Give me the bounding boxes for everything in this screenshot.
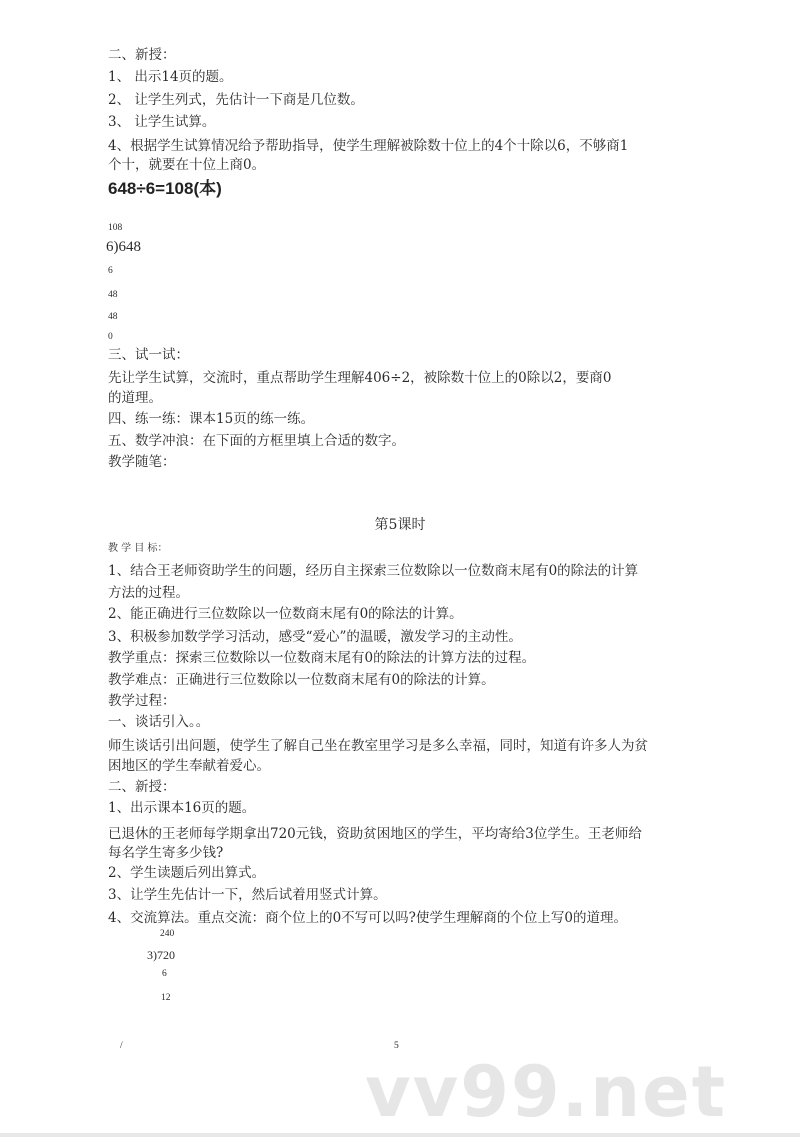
page-bottom-edge <box>0 1133 800 1137</box>
division-expression: 6)648 <box>106 239 141 255</box>
division-step: 0 <box>108 332 113 342</box>
division-step: 6 <box>162 969 167 979</box>
lesson-title: 第5课时 <box>374 517 426 533</box>
text-line: 教学随笔： <box>108 454 176 470</box>
division-step: 48 <box>108 312 118 322</box>
text-line: 三、试一试： <box>108 347 189 363</box>
text-line: 方法的过程。 <box>108 585 189 601</box>
text-line: 1、 出示14页的题。 <box>108 69 233 85</box>
text-line: 3、积极参加数学学习活动，感受“爱心”的温暖，激发学习的主动性。 <box>108 629 522 645</box>
text-line: 3、 让学生试算。 <box>108 114 216 130</box>
text-line: 一、谈话引入。。 <box>108 714 210 730</box>
text-line: 四、练一练：课本15页的练一练。 <box>108 411 315 427</box>
text-line: 五、数学冲浪：在下面的方框里填上合适的数字。 <box>108 433 405 449</box>
division-quotient: 108 <box>108 223 123 233</box>
text-line: 2、 让学生列式，先估计一下商是几位数。 <box>108 92 364 108</box>
text-line: 的道理。 <box>108 390 162 406</box>
text-line: 二、新授： <box>108 779 176 795</box>
equation: 648÷6=108(本) <box>108 179 222 198</box>
page-number: 5 <box>394 1041 399 1051</box>
division-step: 48 <box>108 290 118 300</box>
text-line: 个十，就要在十位上商0。 <box>108 157 266 173</box>
footer-mark: / <box>120 1041 123 1051</box>
text-line: 3、让学生先估计一下，然后试着用竖式计算。 <box>108 887 387 903</box>
text-line: 师生谈话引出问题，使学生了解自己坐在教室里学习是多么幸福，同时，知道有许多人为贫 <box>108 738 648 754</box>
text-line: 1、出示课本16页的题。 <box>108 800 256 816</box>
text-line: 二、新授： <box>108 47 176 63</box>
text-line: 2、能正确进行三位数除以一位数商末尾有0的除法的计算。 <box>108 606 463 622</box>
text-line: 教学难点：正确进行三位数除以一位数商末尾有0的除法的计算。 <box>108 672 495 688</box>
division-quotient: 240 <box>160 929 175 939</box>
division-step: 12 <box>161 993 171 1003</box>
watermark: vv99.net <box>365 1051 728 1133</box>
text-line: 1、结合王老师资助学生的问题，经历自主探索三位数除以一位数商末尾有0的除法的计算 <box>108 563 639 579</box>
text-line: 教学过程： <box>108 693 176 709</box>
division-step: 6 <box>108 266 113 276</box>
text-line: 已退休的王老师每学期拿出720元钱，资助贫困地区的学生，平均寄给3位学生。王老师给 <box>108 826 642 842</box>
goals-label: 教 学 目 标： <box>108 543 168 554</box>
text-line: 每名学生寄多少钱? <box>108 845 224 861</box>
text-line: 先让学生试算，交流时，重点帮助学生理解406÷2，被除数十位上的0除以2，要商0 <box>108 370 612 386</box>
text-line: 4、交流算法。重点交流：商个位上的0不写可以吗?使学生理解商的个位上写0的道理。 <box>108 910 628 926</box>
text-line: 2、学生读题后列出算式。 <box>108 865 266 881</box>
text-line: 4、根据学生试算情况给予帮助指导，使学生理解被除数十位上的4个十除以6，不够商1 <box>108 138 629 154</box>
text-line: 教学重点：探索三位数除以一位数商末尾有0的除法的计算方法的过程。 <box>108 650 536 666</box>
text-line: 困地区的学生奉献着爱心。 <box>108 758 270 774</box>
division-expression: 3)720 <box>147 948 175 962</box>
